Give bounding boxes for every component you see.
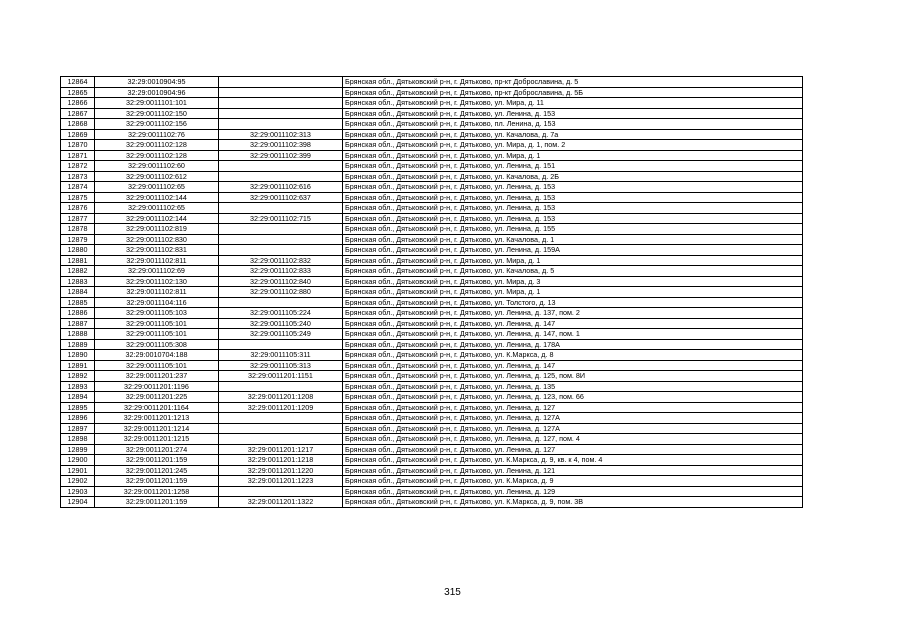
row-number-cell: 12872: [61, 161, 95, 172]
related-cadastral-number-cell: 32:29:0011201:1220: [219, 465, 343, 476]
cadastral-number-cell: 32:29:0011102:128: [95, 140, 219, 151]
cadastral-number-cell: 32:29:0011201:1213: [95, 413, 219, 424]
row-number-cell: 12894: [61, 392, 95, 403]
table-row: [61, 77, 803, 88]
address-cell: Брянская обл., Дятьковский р-н, г. Дятьково, ул. Качалова, д. 2Б: [343, 171, 803, 182]
table-row: [61, 318, 803, 329]
row-number-cell: 12897: [61, 423, 95, 434]
address-cell: Брянская обл., Дятьковский р-н, г. Дятьково, ул. Ленина, д. 153: [343, 108, 803, 119]
address-cell: Брянская обл., Дятьковский р-н, г. Дятьково, ул. К.Маркса, д. 9: [343, 476, 803, 487]
related-cadastral-number-cell: 32:29:0011102:840: [219, 276, 343, 287]
cadastral-number-cell: 32:29:0011102:130: [95, 276, 219, 287]
table-row: [61, 129, 803, 140]
cadastral-number-cell: 32:29:0011201:245: [95, 465, 219, 476]
cadastral-number-cell: 32:29:0011102:69: [95, 266, 219, 277]
address-cell: Брянская обл., Дятьковский р-н, г. Дятьково, ул. К.Маркса, д. 9, пом. 3В: [343, 497, 803, 508]
address-cell: Брянская обл., Дятьковский р-н, г. Дятьково, ул. Мира, д. 1, пом. 2: [343, 140, 803, 151]
table-row: [61, 255, 803, 266]
cadastral-number-cell: 32:29:0011105:308: [95, 339, 219, 350]
related-cadastral-number-cell: 32:29:0011102:616: [219, 182, 343, 193]
address-cell: Брянская обл., Дятьковский р-н, г. Дятьково, ул. Ленина, д. 127А: [343, 423, 803, 434]
row-number-cell: 12901: [61, 465, 95, 476]
row-number-cell: 12902: [61, 476, 95, 487]
property-table-body: [61, 77, 803, 508]
related-cadastral-number-cell: 32:29:0011102:832: [219, 255, 343, 266]
cadastral-number-cell: 32:29:0011102:156: [95, 119, 219, 130]
table-row: [61, 360, 803, 371]
table-row: [61, 392, 803, 403]
cadastral-number-cell: 32:29:0011201:225: [95, 392, 219, 403]
cadastral-number-cell: 32:29:0010904:95: [95, 77, 219, 88]
related-cadastral-number-cell: [219, 87, 343, 98]
row-number-cell: 12899: [61, 444, 95, 455]
address-cell: Брянская обл., Дятьковский р-н, г. Дятьково, ул. Ленина, д. 178А: [343, 339, 803, 350]
row-number-cell: 12875: [61, 192, 95, 203]
row-number-cell: 12880: [61, 245, 95, 256]
related-cadastral-number-cell: [219, 77, 343, 88]
cadastral-number-cell: 32:29:0011105:101: [95, 329, 219, 340]
table-row: [61, 486, 803, 497]
row-number-cell: 12864: [61, 77, 95, 88]
row-number-cell: 12891: [61, 360, 95, 371]
table-row: [61, 98, 803, 109]
cadastral-number-cell: 32:29:0011102:830: [95, 234, 219, 245]
cadastral-number-cell: 32:29:0011102:65: [95, 182, 219, 193]
row-number-cell: 12869: [61, 129, 95, 140]
cadastral-number-cell: 32:29:0011105:101: [95, 360, 219, 371]
address-cell: Брянская обл., Дятьковский р-н, г. Дятьково, ул. Толстого, д. 13: [343, 297, 803, 308]
row-number-cell: 12892: [61, 371, 95, 382]
row-number-cell: 12868: [61, 119, 95, 130]
cadastral-number-cell: 32:29:0011104:116: [95, 297, 219, 308]
row-number-cell: 12903: [61, 486, 95, 497]
cadastral-number-cell: 32:29:0011201:1196: [95, 381, 219, 392]
address-cell: Брянская обл., Дятьковский р-н, г. Дятьково, ул. Ленина, д. 153: [343, 213, 803, 224]
cadastral-number-cell: 32:29:0011201:274: [95, 444, 219, 455]
page-number: 315: [444, 587, 461, 598]
row-number-cell: 12881: [61, 255, 95, 266]
related-cadastral-number-cell: [219, 171, 343, 182]
address-cell: Брянская обл., Дятьковский р-н, г. Дятьково, ул. Ленина, д. 135: [343, 381, 803, 392]
table-row: [61, 203, 803, 214]
related-cadastral-number-cell: [219, 423, 343, 434]
address-cell: Брянская обл., Дятьковский р-н, г. Дятьково, ул. Ленина, д. 125, пом. 8И: [343, 371, 803, 382]
cadastral-number-cell: 32:29:0010704:188: [95, 350, 219, 361]
address-cell: Брянская обл., Дятьковский р-н, г. Дятьково, ул. Качалова, д. 7а: [343, 129, 803, 140]
property-table: [60, 76, 803, 508]
cadastral-number-cell: 32:29:0011102:144: [95, 213, 219, 224]
address-cell: Брянская обл., Дятьковский р-н, г. Дятьково, пл. Ленина, д. 153: [343, 119, 803, 130]
row-number-cell: 12900: [61, 455, 95, 466]
table-row: [61, 276, 803, 287]
row-number-cell: 12884: [61, 287, 95, 298]
table-row: [61, 161, 803, 172]
table-row: [61, 192, 803, 203]
row-number-cell: 12885: [61, 297, 95, 308]
table-row: [61, 465, 803, 476]
related-cadastral-number-cell: [219, 161, 343, 172]
related-cadastral-number-cell: [219, 119, 343, 130]
table-row: [61, 308, 803, 319]
address-cell: Брянская обл., Дятьковский р-н, г. Дятьково, ул. Мира, д. 1: [343, 287, 803, 298]
row-number-cell: 12883: [61, 276, 95, 287]
address-cell: Брянская обл., Дятьковский р-н, г. Дятьково, ул. Ленина, д. 127: [343, 444, 803, 455]
address-cell: Брянская обл., Дятьковский р-н, г. Дятьково, ул. К.Маркса, д. 9, кв. к 4, пом. 4: [343, 455, 803, 466]
table-row: [61, 423, 803, 434]
row-number-cell: 12887: [61, 318, 95, 329]
address-cell: Брянская обл., Дятьковский р-н, г. Дятьково, ул. Мира, д. 3: [343, 276, 803, 287]
cadastral-number-cell: 32:29:0011102:128: [95, 150, 219, 161]
related-cadastral-number-cell: [219, 486, 343, 497]
address-cell: Брянская обл., Дятьковский р-н, г. Дятьково, ул. Ленина, д. 147: [343, 318, 803, 329]
row-number-cell: 12886: [61, 308, 95, 319]
address-cell: Брянская обл., Дятьковский р-н, г. Дятьково, ул. Ленина, д. 137, пом. 2: [343, 308, 803, 319]
address-cell: Брянская обл., Дятьковский р-н, г. Дятьково, ул. Ленина, д. 127А: [343, 413, 803, 424]
cadastral-number-cell: 32:29:0011102:811: [95, 287, 219, 298]
row-number-cell: 12882: [61, 266, 95, 277]
related-cadastral-number-cell: [219, 108, 343, 119]
cadastral-number-cell: 32:29:0011201:159: [95, 497, 219, 508]
related-cadastral-number-cell: [219, 98, 343, 109]
cadastral-number-cell: 32:29:0010904:96: [95, 87, 219, 98]
table-row: [61, 182, 803, 193]
row-number-cell: 12873: [61, 171, 95, 182]
address-cell: Брянская обл., Дятьковский р-н, г. Дятьково, ул. Мира, д. 11: [343, 98, 803, 109]
address-cell: Брянская обл., Дятьковский р-н, г. Дятьково, ул. Ленина, д. 155: [343, 224, 803, 235]
table-row: [61, 434, 803, 445]
address-cell: Брянская обл., Дятьковский р-н, г. Дятьково, ул. Ленина, д. 153: [343, 182, 803, 193]
related-cadastral-number-cell: 32:29:0011201:1223: [219, 476, 343, 487]
table-row: [61, 339, 803, 350]
related-cadastral-number-cell: [219, 381, 343, 392]
cadastral-number-cell: 32:29:0011102:150: [95, 108, 219, 119]
related-cadastral-number-cell: [219, 245, 343, 256]
related-cadastral-number-cell: 32:29:0011105:313: [219, 360, 343, 371]
address-cell: Брянская обл., Дятьковский р-н, г. Дятьково, ул. Ленина, д. 127: [343, 402, 803, 413]
related-cadastral-number-cell: [219, 297, 343, 308]
address-cell: Брянская обл., Дятьковский р-н, г. Дятьково, ул. Мира, д. 1: [343, 150, 803, 161]
address-cell: Брянская обл., Дятьковский р-н, г. Дятьково, ул. Ленина, д. 129: [343, 486, 803, 497]
related-cadastral-number-cell: 32:29:0011105:249: [219, 329, 343, 340]
row-number-cell: 12890: [61, 350, 95, 361]
related-cadastral-number-cell: 32:29:0011201:1151: [219, 371, 343, 382]
cadastral-number-cell: 32:29:0011102:612: [95, 171, 219, 182]
address-cell: Брянская обл., Дятьковский р-н, г. Дятьково, ул. Ленина, д. 159А: [343, 245, 803, 256]
address-cell: Брянская обл., Дятьковский р-н, г. Дятьково, ул. Ленина, д. 151: [343, 161, 803, 172]
cadastral-number-cell: 32:29:0011201:1258: [95, 486, 219, 497]
related-cadastral-number-cell: [219, 339, 343, 350]
related-cadastral-number-cell: 32:29:0011105:224: [219, 308, 343, 319]
table-row: [61, 224, 803, 235]
table-row: [61, 444, 803, 455]
related-cadastral-number-cell: 32:29:0011201:1218: [219, 455, 343, 466]
table-row: [61, 329, 803, 340]
related-cadastral-number-cell: 32:29:0011102:398: [219, 140, 343, 151]
related-cadastral-number-cell: [219, 224, 343, 235]
row-number-cell: 12895: [61, 402, 95, 413]
row-number-cell: 12878: [61, 224, 95, 235]
related-cadastral-number-cell: 32:29:0011102:880: [219, 287, 343, 298]
related-cadastral-number-cell: 32:29:0011105:311: [219, 350, 343, 361]
cadastral-number-cell: 32:29:0011101:101: [95, 98, 219, 109]
table-row: [61, 234, 803, 245]
address-cell: Брянская обл., Дятьковский р-н, г. Дятьково, пр-кт Доброславина, д. 5: [343, 77, 803, 88]
row-number-cell: 12879: [61, 234, 95, 245]
table-row: [61, 245, 803, 256]
table-row: [61, 108, 803, 119]
related-cadastral-number-cell: [219, 234, 343, 245]
cadastral-number-cell: 32:29:0011102:811: [95, 255, 219, 266]
related-cadastral-number-cell: [219, 434, 343, 445]
address-cell: Брянская обл., Дятьковский р-н, г. Дятьково, ул. Качалова, д. 5: [343, 266, 803, 277]
table-row: [61, 402, 803, 413]
row-number-cell: 12866: [61, 98, 95, 109]
cadastral-number-cell: 32:29:0011102:831: [95, 245, 219, 256]
address-cell: Брянская обл., Дятьковский р-н, г. Дятьково, ул. Ленина, д. 153: [343, 203, 803, 214]
address-cell: Брянская обл., Дятьковский р-н, г. Дятьково, ул. Ленина, д. 147, пом. 1: [343, 329, 803, 340]
related-cadastral-number-cell: 32:29:0011201:1322: [219, 497, 343, 508]
cadastral-number-cell: 32:29:0011201:159: [95, 455, 219, 466]
table-row: [61, 119, 803, 130]
cadastral-number-cell: 32:29:0011105:101: [95, 318, 219, 329]
cadastral-number-cell: 32:29:0011102:819: [95, 224, 219, 235]
row-number-cell: 12865: [61, 87, 95, 98]
cadastral-number-cell: 32:29:0011105:103: [95, 308, 219, 319]
related-cadastral-number-cell: 32:29:0011201:1208: [219, 392, 343, 403]
related-cadastral-number-cell: 32:29:0011102:833: [219, 266, 343, 277]
related-cadastral-number-cell: 32:29:0011102:313: [219, 129, 343, 140]
table-row: [61, 87, 803, 98]
table-row: [61, 350, 803, 361]
row-number-cell: 12898: [61, 434, 95, 445]
related-cadastral-number-cell: [219, 203, 343, 214]
related-cadastral-number-cell: 32:29:0011201:1209: [219, 402, 343, 413]
table-row: [61, 140, 803, 151]
address-cell: Брянская обл., Дятьковский р-н, г. Дятьково, ул. Ленина, д. 121: [343, 465, 803, 476]
table-row: [61, 150, 803, 161]
table-row: [61, 455, 803, 466]
table-row: [61, 381, 803, 392]
row-number-cell: 12876: [61, 203, 95, 214]
table-row: [61, 476, 803, 487]
address-cell: Брянская обл., Дятьковский р-н, г. Дятьково, ул. Качалова, д. 1: [343, 234, 803, 245]
cadastral-number-cell: 32:29:0011201:1164: [95, 402, 219, 413]
cadastral-number-cell: 32:29:0011102:65: [95, 203, 219, 214]
related-cadastral-number-cell: 32:29:0011105:240: [219, 318, 343, 329]
related-cadastral-number-cell: 32:29:0011102:399: [219, 150, 343, 161]
address-cell: Брянская обл., Дятьковский р-н, г. Дятьково, пр-кт Доброславина, д. 5Б: [343, 87, 803, 98]
address-cell: Брянская обл., Дятьковский р-н, г. Дятьково, ул. Ленина, д. 153: [343, 192, 803, 203]
row-number-cell: 12867: [61, 108, 95, 119]
address-cell: Брянская обл., Дятьковский р-н, г. Дятьково, ул. Ленина, д. 147: [343, 360, 803, 371]
address-cell: Брянская обл., Дятьковский р-н, г. Дятьково, ул. Ленина, д. 123, пом. 66: [343, 392, 803, 403]
row-number-cell: 12870: [61, 140, 95, 151]
cadastral-number-cell: 32:29:0011201:159: [95, 476, 219, 487]
table-row: [61, 371, 803, 382]
row-number-cell: 12893: [61, 381, 95, 392]
related-cadastral-number-cell: 32:29:0011201:1217: [219, 444, 343, 455]
row-number-cell: 12888: [61, 329, 95, 340]
address-cell: Брянская обл., Дятьковский р-н, г. Дятьково, ул. К.Маркса, д. 8: [343, 350, 803, 361]
cadastral-number-cell: 32:29:0011201:237: [95, 371, 219, 382]
table-row: [61, 413, 803, 424]
cadastral-number-cell: 32:29:0011102:60: [95, 161, 219, 172]
related-cadastral-number-cell: 32:29:0011102:715: [219, 213, 343, 224]
table-row: [61, 297, 803, 308]
cadastral-number-cell: 32:29:0011201:1215: [95, 434, 219, 445]
cadastral-number-cell: 32:29:0011102:76: [95, 129, 219, 140]
row-number-cell: 12871: [61, 150, 95, 161]
row-number-cell: 12889: [61, 339, 95, 350]
row-number-cell: 12896: [61, 413, 95, 424]
cadastral-number-cell: 32:29:0011201:1214: [95, 423, 219, 434]
related-cadastral-number-cell: 32:29:0011102:637: [219, 192, 343, 203]
row-number-cell: 12877: [61, 213, 95, 224]
table-row: [61, 266, 803, 277]
table-row: [61, 287, 803, 298]
table-row: [61, 497, 803, 508]
address-cell: Брянская обл., Дятьковский р-н, г. Дятьково, ул. Ленина, д. 127, пом. 4: [343, 434, 803, 445]
row-number-cell: 12904: [61, 497, 95, 508]
address-cell: Брянская обл., Дятьковский р-н, г. Дятьково, ул. Мира, д. 1: [343, 255, 803, 266]
table-row: [61, 171, 803, 182]
table-row: [61, 213, 803, 224]
related-cadastral-number-cell: [219, 413, 343, 424]
cadastral-number-cell: 32:29:0011102:144: [95, 192, 219, 203]
row-number-cell: 12874: [61, 182, 95, 193]
